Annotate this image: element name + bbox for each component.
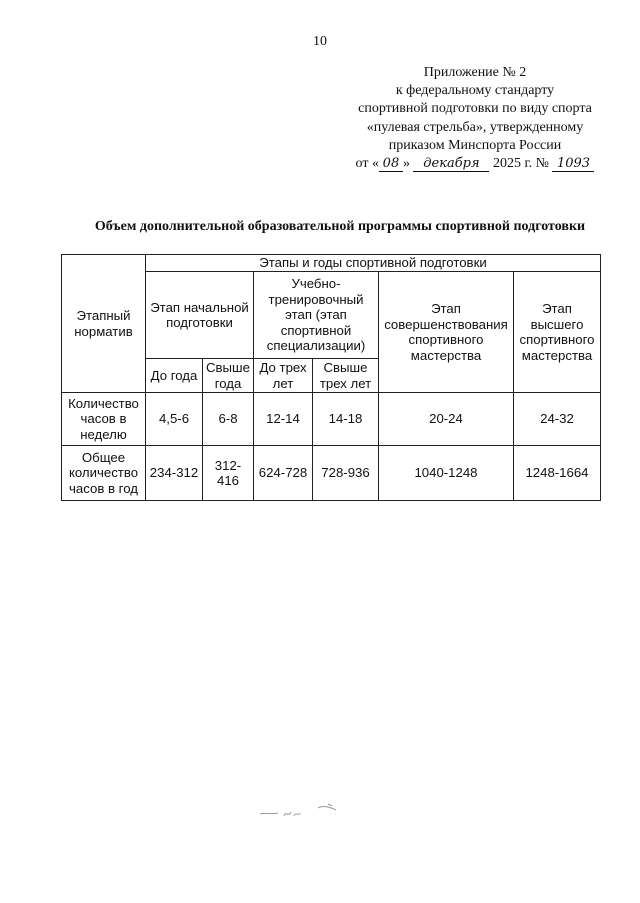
table-cell: 728-936 [313, 446, 379, 501]
table-cell: 4,5-6 [146, 393, 203, 446]
header-training-up-to-3: До трех лет [254, 359, 313, 393]
document-title: Объем дополнительной образовательной программы спортивной подготовки [94, 219, 586, 234]
table-cell: 624-728 [254, 446, 313, 501]
table-cell: 1248-1664 [514, 446, 601, 501]
annex-line-3: спортивной подготовки по виду спорта [358, 101, 592, 117]
header-initial-up-to-year: До года [146, 359, 203, 393]
header-highest-stage: Этап высшего спортивного мастерства [514, 272, 601, 393]
date-month-sep: » [402, 156, 410, 172]
table-row [62, 446, 601, 501]
table-cell: 234-312 [146, 446, 203, 501]
date-prefix: от « [355, 156, 379, 172]
annex-header [330, 64, 620, 173]
header-initial-over-year: Свыше года [203, 359, 254, 393]
table-cell: 14-18 [313, 393, 379, 446]
table-header-row-1 [62, 255, 601, 272]
date-year-text: 2025 г. № [492, 156, 549, 172]
table-cell: 24-32 [514, 393, 601, 446]
annex-line-2: к федеральному стандарту [395, 83, 555, 99]
ink-scribble-mark [258, 802, 348, 822]
handwritten-number: 1093 [552, 157, 594, 172]
annex-date-line [330, 155, 620, 173]
row-label: Количество часов в неделю [62, 393, 146, 446]
header-training-stage: Учебно-тренировочный этап (этап спортивной специализации) [254, 272, 379, 359]
header-initial-stage: Этап начальной подготовки [146, 272, 254, 359]
header-training-over-3: Свыше трех лет [313, 359, 379, 393]
page-number: 10 [313, 34, 327, 49]
header-standard: Этапный норматив [62, 255, 146, 393]
handwritten-month: декабря [413, 157, 489, 172]
table-cell: 312-416 [203, 446, 254, 501]
handwritten-day: 08 [379, 157, 403, 172]
table-cell: 6-8 [203, 393, 254, 446]
annex-line-5: приказом Минспорта России [388, 137, 562, 153]
norms-table [61, 254, 601, 501]
annex-line-1: Приложение № 2 [423, 65, 527, 80]
table-row [62, 393, 601, 446]
header-improvement-stage: Этап совершенствования спортивного мастерства [379, 272, 514, 393]
table-cell: 20-24 [379, 393, 514, 446]
table-cell: 1040-1248 [379, 446, 514, 501]
header-stages-group: Этапы и годы спортивной подготовки [146, 255, 601, 272]
annex-line-4: «пулевая стрельба», утвержденному [366, 119, 584, 135]
row-label: Общее количество часов в год [62, 446, 146, 501]
table-cell: 12-14 [254, 393, 313, 446]
